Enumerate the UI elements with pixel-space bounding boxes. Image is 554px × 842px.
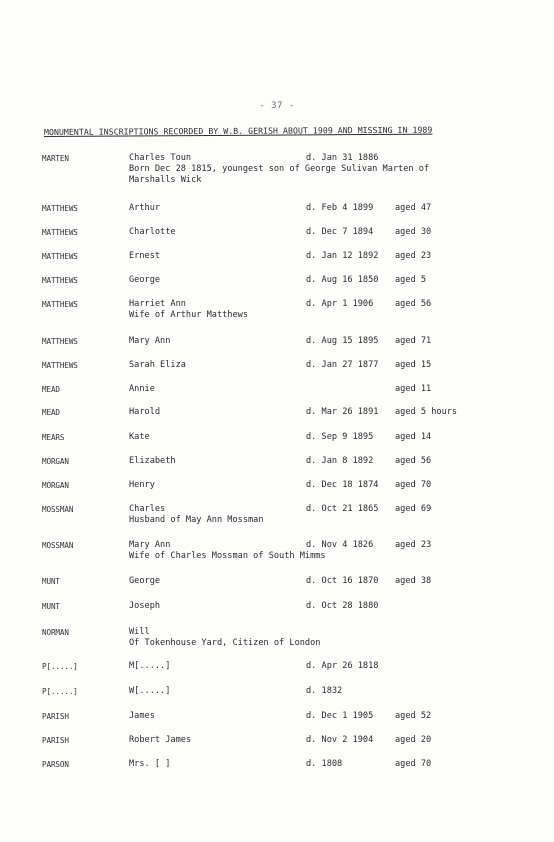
entry-surname: MOSSMAN [42, 505, 74, 514]
entry-surname: PARISH [42, 736, 69, 745]
entry-surname: MATTHEWS [42, 337, 78, 346]
entry-surname: MATTHEWS [42, 276, 78, 285]
entry-forename: Will [129, 627, 150, 637]
entry-age: aged 70 [395, 480, 432, 490]
entry-age: aged 14 [395, 432, 432, 442]
entry-note: Born Dec 28 1815, youngest son of George Sulivan Marten of Marshalls Wick [129, 164, 430, 185]
entry-death-date: d. Sep 9 1895 [306, 432, 374, 442]
entry-surname: PARISH [42, 712, 69, 721]
entry-forename: Robert James [129, 735, 192, 745]
page-heading: MONUMENTAL INSCRIPTIONS RECORDED BY W.B. GERISH ABOUT 1909 AND MISSING IN 1989 [43, 124, 433, 137]
entry-forename: George [129, 576, 161, 586]
entry-death-date: d. Mar 26 1891 [306, 407, 379, 417]
entry-forename: Joseph [129, 601, 161, 611]
entry-note: Wife of Charles Mossman of South Mimms [129, 551, 326, 561]
entry-surname: MUNT [42, 602, 60, 611]
entry-forename: Harold [129, 407, 161, 417]
entry-forename: James [129, 711, 155, 721]
entry-age: aged 30 [395, 227, 432, 237]
entry-death-date: d. 1808 [306, 759, 343, 769]
entry-age: aged 47 [395, 203, 432, 213]
entry-death-date: d. Apr 1 1906 [306, 299, 374, 309]
entry-death-date: d. Dec 1 1905 [306, 711, 374, 721]
entry-forename: Henry [129, 480, 155, 490]
entry-age: aged 11 [395, 384, 432, 394]
entry-age: aged 5 hours [395, 407, 458, 417]
entry-forename: Charles Toun [129, 153, 192, 163]
entry-note: Wife of Arthur Matthews [129, 310, 248, 320]
entry-surname: MATTHEWS [42, 300, 78, 309]
entry-age: aged 5 [395, 275, 427, 285]
entry-forename: Annie [129, 384, 155, 394]
entry-surname: MATTHEWS [42, 252, 78, 261]
entry-death-date: d. Apr 26 1818 [306, 661, 379, 671]
entry-age: aged 71 [395, 336, 432, 346]
entry-age: aged 20 [395, 735, 432, 745]
entry-forename: Ernest [129, 251, 161, 261]
entry-forename: Sarah Eliza [129, 360, 186, 370]
entry-surname: MORGAN [42, 457, 69, 466]
entry-death-date: d. Dec 7 1894 [306, 227, 374, 237]
entry-death-date: d. Nov 2 1904 [306, 735, 374, 745]
entry-death-date: d. Jan 27 1877 [306, 360, 379, 370]
entry-surname: MEAD [42, 385, 60, 394]
entry-age: aged 23 [395, 540, 432, 550]
entry-surname: MARTEN [42, 154, 69, 163]
entry-death-date: d. 1832 [306, 686, 343, 696]
entry-age: aged 56 [395, 299, 432, 309]
entry-death-date: d. Oct 21 1865 [306, 504, 379, 514]
entry-forename: W[.....] [129, 686, 171, 696]
entry-surname: P[.....] [42, 687, 78, 696]
entry-forename: Mary Ann [129, 540, 171, 550]
entry-forename: M[.....] [129, 661, 171, 671]
entry-death-date: d. Feb 4 1899 [306, 203, 374, 213]
entry-surname: MATTHEWS [42, 204, 78, 213]
entry-death-date: d. Nov 4 1826 [306, 540, 374, 550]
entry-forename: Harriet Ann [129, 299, 186, 309]
entry-forename: Kate [129, 432, 150, 442]
entry-death-date: d. Oct 16 1870 [306, 576, 379, 586]
entry-age: aged 15 [395, 360, 432, 370]
entry-death-date: d. Aug 16 1850 [306, 275, 379, 285]
entry-note: Of Tokenhouse Yard, Citizen of London [129, 638, 321, 648]
entry-note: Husband of May Ann Mossman [129, 515, 264, 525]
entry-forename: Arthur [129, 203, 161, 213]
entry-forename: Mary Ann [129, 336, 171, 346]
entry-surname: MORGAN [42, 481, 69, 490]
entry-death-date: d. Jan 8 1892 [306, 456, 374, 466]
entry-surname: MATTHEWS [42, 228, 78, 237]
entry-forename: George [129, 275, 161, 285]
entry-age: aged 52 [395, 711, 432, 721]
entry-surname: MEAD [42, 408, 60, 417]
entry-surname: MEARS [42, 433, 65, 442]
entry-forename: Mrs. [ ] [129, 759, 171, 769]
entry-death-date: d. Jan 31 1886 [306, 153, 379, 163]
entry-death-date: d. Aug 15 1895 [306, 336, 379, 346]
entry-forename: Charles [129, 504, 166, 514]
entry-death-date: d. Oct 28 1880 [306, 601, 379, 611]
entry-death-date: d. Dec 18 1874 [306, 480, 379, 490]
entry-age: aged 70 [395, 759, 432, 769]
entry-surname: MOSSMAN [42, 541, 74, 550]
entry-surname: MUNT [42, 577, 60, 586]
entry-forename: Charlotte [129, 227, 176, 237]
entry-age: aged 56 [395, 456, 432, 466]
entry-surname: NORMAN [42, 628, 69, 637]
entry-age: aged 23 [395, 251, 432, 261]
entry-surname: PARSON [42, 760, 69, 769]
entry-age: aged 38 [395, 576, 432, 586]
entry-forename: Elizabeth [129, 456, 176, 466]
entry-age: aged 69 [395, 504, 432, 514]
entry-surname: MATTHEWS [42, 361, 78, 370]
entry-surname: P[.....] [42, 662, 78, 671]
entry-death-date: d. Jan 12 1892 [306, 251, 379, 261]
page-number: - 37 - [259, 101, 295, 111]
